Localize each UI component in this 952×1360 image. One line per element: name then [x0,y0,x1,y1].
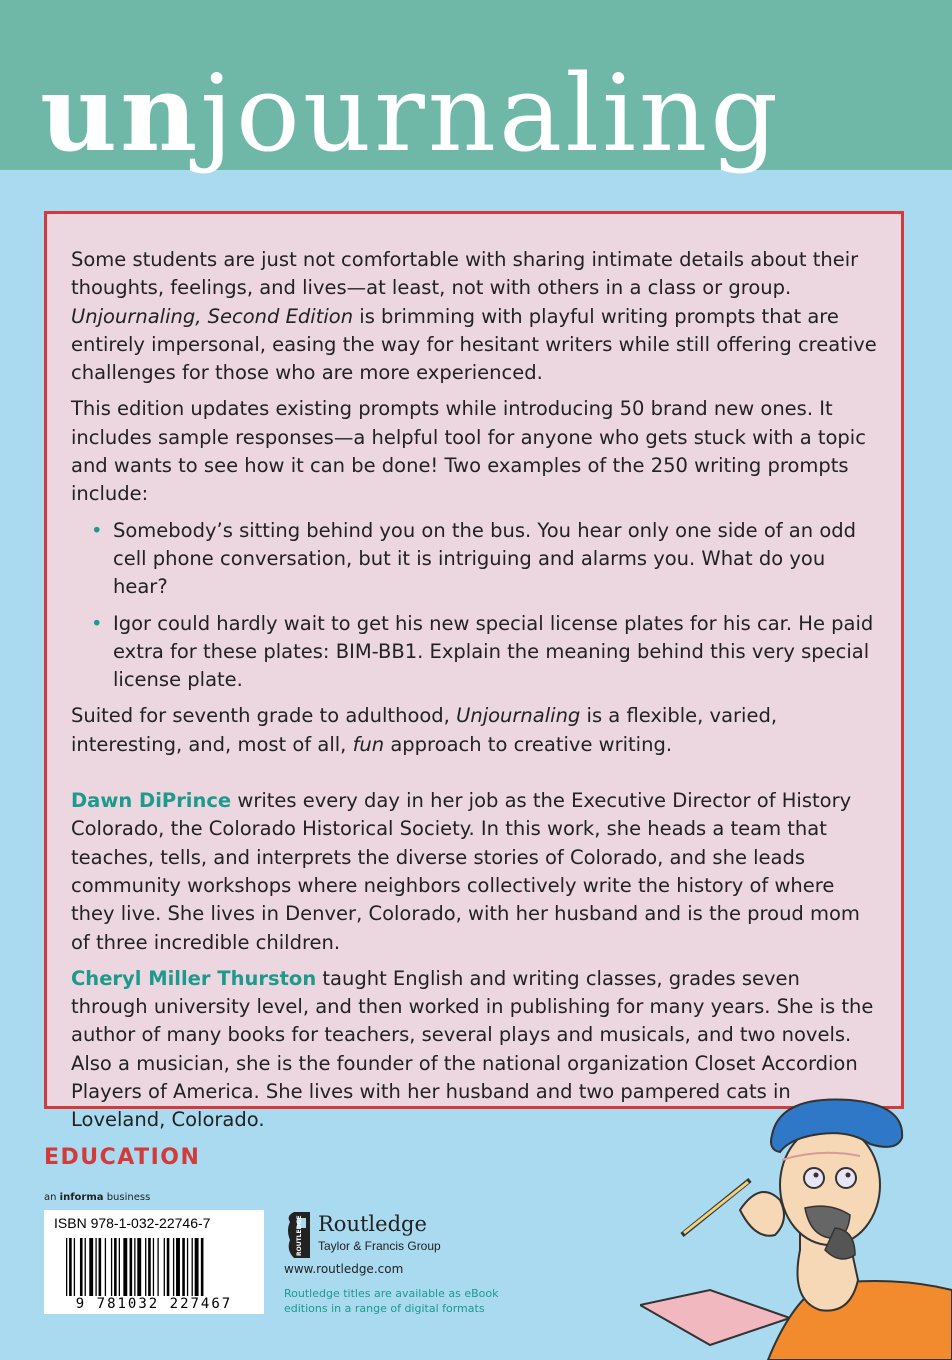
barcode-bar [148,1238,151,1296]
barcode-bar [69,1238,72,1296]
description-panel [44,211,904,1132]
publisher-group: Taylor & Francis Group [318,1239,441,1253]
barcode-bars [66,1238,252,1296]
informa-tagline: an informa business [44,1192,151,1203]
routledge-logo-mark [284,1210,312,1260]
author-bio: Dawn DiPrince writes every day in her job as the Executive Director of History Colorado, the Colorado Historical Society. In this work, she heads a team that teaches, tells, and interprets the diverse stories of Colorado, and she leads community workshops where neighbors collectively write the history of where they live. She lives in Denver, Colorado, with her husband and is the proud mom of three incredible children. [71,789,860,954]
barcode-bar [164,1238,165,1296]
barcode-bar [145,1238,146,1296]
barcode-bar [137,1238,141,1296]
author-name: Dawn DiPrince [71,789,232,813]
author-bio: Cheryl Miller Thurston taught English and writing classes, grades seven through university level, and then worked in publishing for many years. She is the author of many books for teachers, several plays and musicals, and two novels. Also a musician, she is the founder of the national organization Closet Accordion Players of America. She lives with her husband and two pampered cats in Loveland, Colorado. [71,966,874,1132]
barcode-bar [195,1238,199,1296]
barcode-bar [173,1238,174,1296]
barcode-bar [119,1238,120,1296]
cartoon-writer-illustration [640,1090,952,1360]
isbn-text: ISBN 978-1-032-22746-7 [54,1215,211,1231]
ebook-note: Routledge titles are available as eBook editions in a range of digital formats [284,1287,499,1315]
publisher-name: Routledge [318,1212,427,1236]
barcode-bar [85,1238,86,1296]
barcode-bar [111,1238,112,1296]
barcode-bar [105,1238,106,1296]
barcode-number: 9 781032 227467 [75,1296,233,1312]
barcode-bar [192,1238,193,1296]
title-banner [0,0,952,175]
barcode-bar [80,1238,83,1296]
barcode-bar [123,1238,127,1296]
barcode [44,1210,264,1314]
barcode-bar [157,1238,158,1296]
svg-text:ROUTLEDGE: ROUTLEDGE [296,1215,303,1256]
prompt-examples [71,517,881,695]
barcode-bar [114,1238,117,1296]
bullet-icon: • [91,611,103,635]
barcode-bar [66,1238,67,1296]
barcode-bar [187,1238,188,1296]
list-item: • Igor could hardly wait to get his new special license plates for his car. He paid extra for these plates: BIM-BB1. Explain the meaning behind this very special license plate. [91,611,874,692]
barcode-bar [130,1238,133,1296]
intro-paragraph: Some students are just not comfortable with sharing intimate details about their thoughts, feelings, and lives—at least, not with others in a class or group. Unjournaling, Second Edition is brimming with playful writing prompts that are entirely impersonal, easing the way for hesitant writers while still offering creative challenges for those who are more experienced. [71,248,877,385]
barcode-bar [176,1238,180,1296]
edition-paragraph: This edition updates existing prompts while introducing 50 brand new ones. It includes sample responses—a helpful tool for anyone who gets stuck with a topic and wants to see how it can be done! Two examples of the 250 writing prompts include: [71,397,866,506]
barcode-bar [153,1238,154,1296]
barcode-bar [74,1238,75,1296]
audience-paragraph: Suited for seventh grade to adulthood, Unjournaling is a flexible, varied, interesting, and, most of all, fun approach to creative writing. [71,704,778,756]
bullet-icon: • [91,518,103,542]
barcode-bar [95,1238,96,1296]
barcode-bar [201,1238,204,1296]
barcode-bar [99,1238,102,1296]
barcode-bar [134,1238,135,1296]
author-name: Cheryl Miller Thurston [71,966,317,990]
barcode-bar [182,1238,185,1296]
publisher-url: www.routledge.com [284,1262,404,1276]
book-title: unjournaling [40,50,782,175]
barcode-bar [167,1238,170,1296]
list-item: • Somebody’s sitting behind you on the bus. You hear only one side of an odd cell phone conversation, but it is intriguing and alarms you. What do you hear? [91,518,856,599]
category-label: EDUCATION [44,1145,201,1170]
barcode-bar [89,1238,93,1296]
